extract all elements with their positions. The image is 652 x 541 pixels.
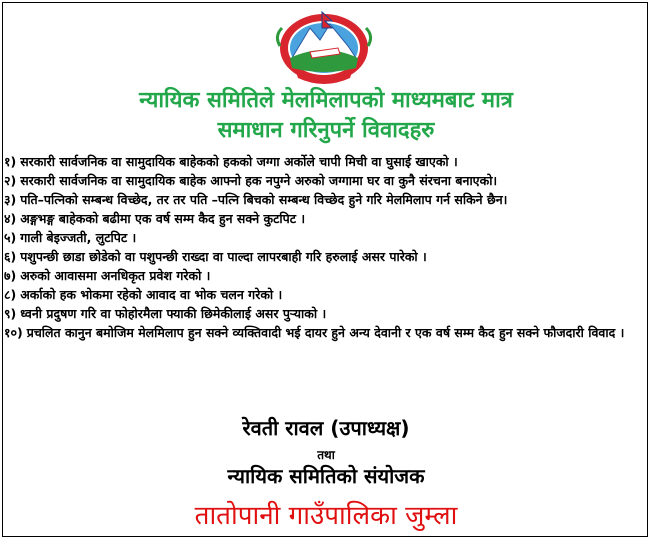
item-text: अरुको आवासमा अनधिकृत प्रवेश गरेको । <box>20 268 211 283</box>
signatory-role: न्यायिक समितिको संयोजक <box>227 464 425 488</box>
item-text: सरकारी सार्वजनिक वा सामुदायिक बाहेकको हकको जग्गा अर्कोले चापी मिची वा घुसाई खाएको । <box>20 154 458 169</box>
item-number: ६) <box>4 249 17 264</box>
list-item <box>4 266 644 285</box>
item-number: ३) <box>4 192 17 207</box>
list-item <box>4 304 644 323</box>
item-number: ७) <box>4 268 17 283</box>
item-text: ध्वनी प्रदुषण गरि वा फोहोरमैला फ्याकी छिमेकीलाई असर पुर्‍याको । <box>20 306 327 321</box>
item-number: १) <box>4 154 17 169</box>
item-text: अर्काको हक भोकमा रहेको आवाद वा भोक चलन गरेको । <box>20 287 283 302</box>
item-text: गाली बेइज्जती, लुटपिट । <box>20 230 137 245</box>
office-name: तातोपानी गाउँपालिका जुम्ला <box>194 501 458 531</box>
item-number: ४) <box>4 211 17 226</box>
list-item <box>4 247 644 266</box>
list-item <box>4 171 644 190</box>
item-number: ९) <box>4 306 17 321</box>
item-text: अङ्गभङ्ग बाहेकको बढीमा एक वर्ष सम्म कैद हुन सक्ने कुटपिट । <box>20 211 306 226</box>
title-line-2: समाधान गरिनुपर्ने विवादहरु <box>217 118 435 143</box>
list-item <box>4 190 644 209</box>
item-text: प्रचलित कानुन बमोजिम मेलमिलाप हुन सक्ने व्यक्तिवादी भई दायर हुने अन्य देवानी र एक वर्ष सम्म कैद हुन सक्ने फौजदारी विवाद । <box>26 325 625 340</box>
list-item <box>4 209 644 228</box>
item-text: पति–पत्निको सम्बन्ध विच्छेद, तर तर पति –पत्नि बिचको सम्बन्ध विच्छेद हुने गरि मेलमिलाप गर्न सकिने छैन। <box>20 192 508 207</box>
item-text: सरकारी सार्वजनिक वा सामुदायिक बाहेक आफ्नो हक नपुग्ने अरुको जग्गामा घर वा कुनै संरचना बनाएको। <box>20 173 498 188</box>
item-number: २) <box>4 173 17 188</box>
signatory-name: रेवती रावल (उपाध्यक्ष) <box>242 416 410 440</box>
title-line-1: न्यायिक समितिले मेलमिलापको माध्यमबाट मात्र <box>139 88 513 113</box>
item-number: ८) <box>4 287 17 302</box>
conjunction-text: तथा <box>317 448 335 462</box>
nepal-emblem-icon <box>270 6 378 86</box>
list-item <box>4 152 644 171</box>
list-item <box>4 228 644 247</box>
list-item <box>4 285 644 304</box>
item-number: १०) <box>4 325 23 340</box>
list-item <box>4 323 644 342</box>
dispute-list <box>4 152 644 342</box>
item-number: ५) <box>4 230 17 245</box>
item-text: पशुपन्छी छाडा छोडेको वा पशुपन्छी राख्दा वा पाल्दा लापरबाही गरि हरुलाई असर पारेको । <box>20 249 427 264</box>
